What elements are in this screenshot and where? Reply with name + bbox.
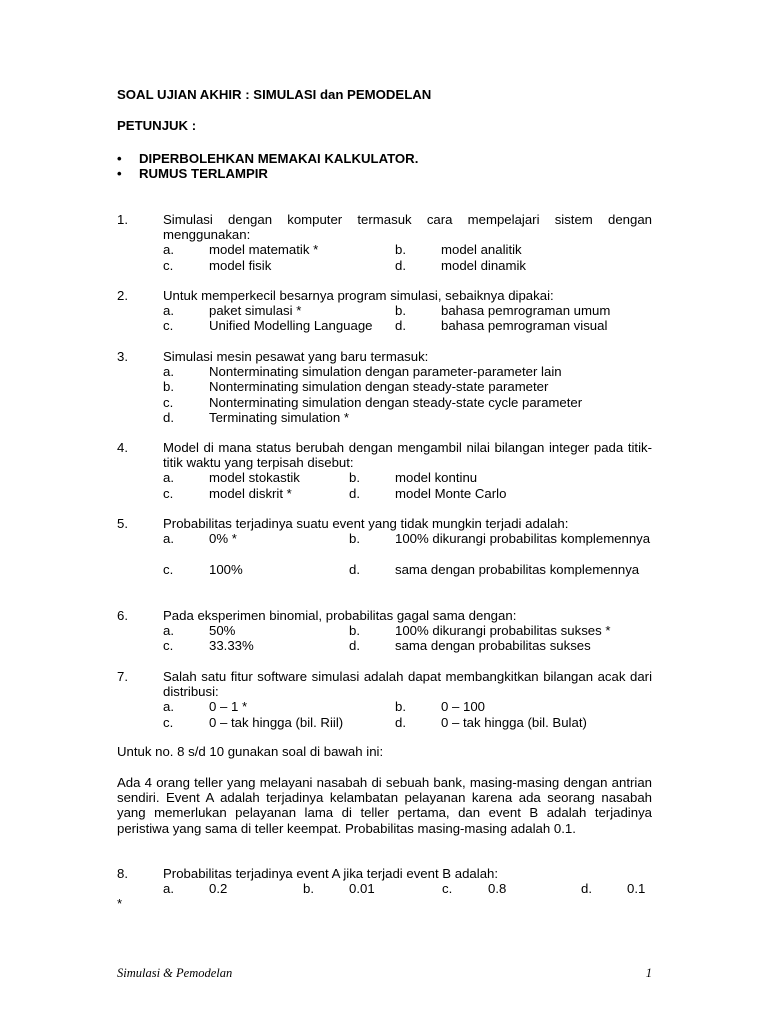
- option-letter: a.: [163, 470, 174, 486]
- option-letter: c.: [163, 394, 174, 410]
- option-letter: b.: [163, 379, 174, 395]
- option-letter: c.: [442, 881, 453, 897]
- option-row: [163, 486, 652, 501]
- option-letter: c.: [163, 638, 174, 654]
- question-8: [117, 866, 652, 912]
- question-7: [117, 669, 652, 730]
- question-5-continued: [117, 562, 652, 577]
- bullet-icon: •: [117, 151, 122, 166]
- option-text: 0 – 1 *: [209, 699, 248, 715]
- option-row: [163, 395, 652, 410]
- option-letter: d.: [395, 318, 406, 334]
- instruction-text: RUMUS TERLAMPIR: [139, 166, 268, 182]
- option-row: [163, 242, 652, 257]
- option-text: 0 – tak hingga (bil. Riil): [209, 714, 344, 730]
- option-row: [163, 318, 652, 333]
- question-text: Pada eksperimen binomial, probabilitas gagal sama dengan:: [163, 608, 517, 623]
- option-text: 100% dikurangi probabilitas sukses *: [395, 623, 611, 639]
- question-text: Simulasi mesin pesawat yang baru termasuk:: [163, 349, 429, 364]
- option-letter: d.: [395, 714, 406, 730]
- option-letter: c.: [163, 257, 174, 273]
- option-row: [163, 699, 652, 714]
- question-text: Probabilitas terjadinya suatu event yang tidak mungkin terjadi adalah:: [163, 516, 569, 531]
- option-letter: a.: [163, 623, 174, 639]
- option-text: 0.2: [209, 881, 228, 897]
- question-number: 6.: [117, 608, 128, 623]
- page-footer: [117, 966, 652, 981]
- scenario-paragraph: Ada 4 orang teller yang melayani nasabah di sebuah bank, masing-masing dengan antrian sendiri. Event A adalah terjadinya kelambatan pelayanan karena ada seorang nasabah yang memerlukan pelayanan lama di teller pertama, dan event B adalah terjadinya peristiwa yang sama di teller keempat. Probabilitas masing-masing adalah 0.1.: [117, 775, 652, 836]
- option-text: 0 – 100: [441, 699, 485, 715]
- option-letter: a.: [163, 699, 174, 715]
- option-row: [163, 623, 652, 638]
- question-4: [117, 440, 652, 501]
- page-number: 1: [645, 966, 652, 980]
- option-text: 100% dikurangi probabilitas komplemennya: [395, 531, 651, 547]
- option-text: Terminating simulation *: [209, 409, 349, 425]
- option-row: [117, 531, 652, 546]
- instruction-item: [117, 151, 657, 166]
- bullet-icon: •: [117, 166, 122, 182]
- option-text: 0.01: [349, 881, 375, 897]
- option-text: model matematik *: [209, 242, 319, 258]
- option-text: 33.33%: [209, 638, 254, 654]
- question-3: [117, 349, 652, 425]
- option-letter: c.: [163, 485, 174, 501]
- option-text: model fisik: [209, 257, 272, 273]
- instruction-list: [117, 151, 657, 181]
- option-text: model analitik: [441, 242, 522, 258]
- option-text: 100%: [209, 562, 243, 577]
- option-text: sama dengan probabilitas sukses: [395, 638, 591, 654]
- option-text: bahasa pemrograman visual: [441, 318, 608, 334]
- question-number: 3.: [117, 349, 128, 364]
- question-1: [117, 212, 652, 273]
- question-number: 4.: [117, 440, 128, 455]
- option-row: [163, 379, 652, 394]
- question-number: 5.: [117, 516, 128, 531]
- option-letter: b.: [395, 699, 406, 715]
- instruction-item: [117, 166, 657, 181]
- instruction-text: DIPERBOLEHKAN MEMAKAI KALKULATOR.: [139, 151, 419, 166]
- option-letter: c.: [163, 318, 174, 334]
- footer-course: Simulasi & Pemodelan: [117, 966, 233, 980]
- option-text: 0 – tak hingga (bil. Bulat): [441, 714, 587, 730]
- option-row: [163, 470, 652, 485]
- option-text: 50%: [209, 623, 236, 639]
- option-letter: b.: [395, 242, 406, 258]
- option-text: Unified Modelling Language: [209, 318, 373, 334]
- question-text: Model di mana status berubah dengan mengambil nilai bilangan integer pada titik-titik waktu yang terpisah disebut:: [163, 440, 652, 471]
- question-number: 8.: [117, 866, 128, 881]
- option-text: sama dengan probabilitas komplemennya: [395, 562, 640, 577]
- option-text: bahasa pemrograman umum: [441, 303, 611, 319]
- option-text: model kontinu: [395, 470, 478, 486]
- option-letter: d.: [163, 409, 174, 425]
- instructions-label: PETUNJUK :: [117, 118, 197, 133]
- question-number: 1.: [117, 212, 128, 227]
- option-letter: a.: [163, 242, 174, 258]
- option-text: model dinamik: [441, 257, 527, 273]
- option-letter: d.: [349, 638, 360, 654]
- option-text: model Monte Carlo: [395, 485, 507, 501]
- option-text: 0.8: [488, 881, 507, 897]
- option-letter: d.: [349, 485, 360, 501]
- option-text: 0% *: [209, 531, 237, 547]
- option-text: Nonterminating simulation dengan parameter-parameter lain: [209, 364, 562, 380]
- option-row: [163, 715, 652, 730]
- question-5: [117, 516, 652, 546]
- option-row: [163, 364, 652, 379]
- option-row: [163, 303, 652, 318]
- option-letter: c.: [163, 714, 174, 730]
- option-row: [163, 410, 652, 425]
- option-letter: b.: [303, 881, 314, 897]
- option-text: Nonterminating simulation dengan steady-state parameter: [209, 379, 549, 395]
- option-row: [163, 258, 652, 273]
- option-row: [163, 638, 652, 653]
- option-letter: d.: [395, 257, 406, 273]
- option-letter: a.: [163, 881, 174, 897]
- option-text: Nonterminating simulation dengan steady-state cycle parameter: [209, 394, 583, 410]
- exam-title: SOAL UJIAN AKHIR : SIMULASI dan PEMODELAN: [117, 87, 432, 102]
- question-text: Salah satu fitur software simulasi adalah dapat membangkitkan bilangan acak dari distribusi:: [163, 669, 652, 700]
- option-letter: a.: [163, 303, 174, 319]
- option-text: 0.1 *: [117, 881, 646, 912]
- section-note: Untuk no. 8 s/d 10 gunakan soal di bawah ini:: [117, 744, 384, 759]
- option-letter: d.: [581, 881, 592, 897]
- question-2: [117, 288, 652, 334]
- option-text: model diskrit *: [209, 485, 292, 501]
- option-letter: b.: [395, 303, 406, 319]
- question-text: Untuk memperkecil besarnya program simulasi, sebaiknya dipakai:: [163, 288, 554, 303]
- question-text: Simulasi dengan komputer termasuk cara mempelajari sistem dengan menggunakan:: [163, 212, 652, 243]
- option-letter: b.: [349, 623, 360, 639]
- option-letter: c.: [163, 562, 174, 577]
- question-number: 2.: [117, 288, 128, 303]
- question-number: 7.: [117, 669, 128, 684]
- option-letter: d.: [349, 562, 360, 577]
- option-letter: a.: [163, 531, 174, 547]
- option-text: paket simulasi *: [209, 303, 302, 319]
- option-letter: a.: [163, 364, 174, 380]
- question-text: Probabilitas terjadinya event A jika terjadi event B adalah:: [163, 866, 499, 881]
- option-text: model stokastik: [209, 470, 300, 486]
- question-6: [117, 608, 652, 654]
- option-letter: b.: [349, 470, 360, 486]
- option-letter: b.: [349, 531, 360, 547]
